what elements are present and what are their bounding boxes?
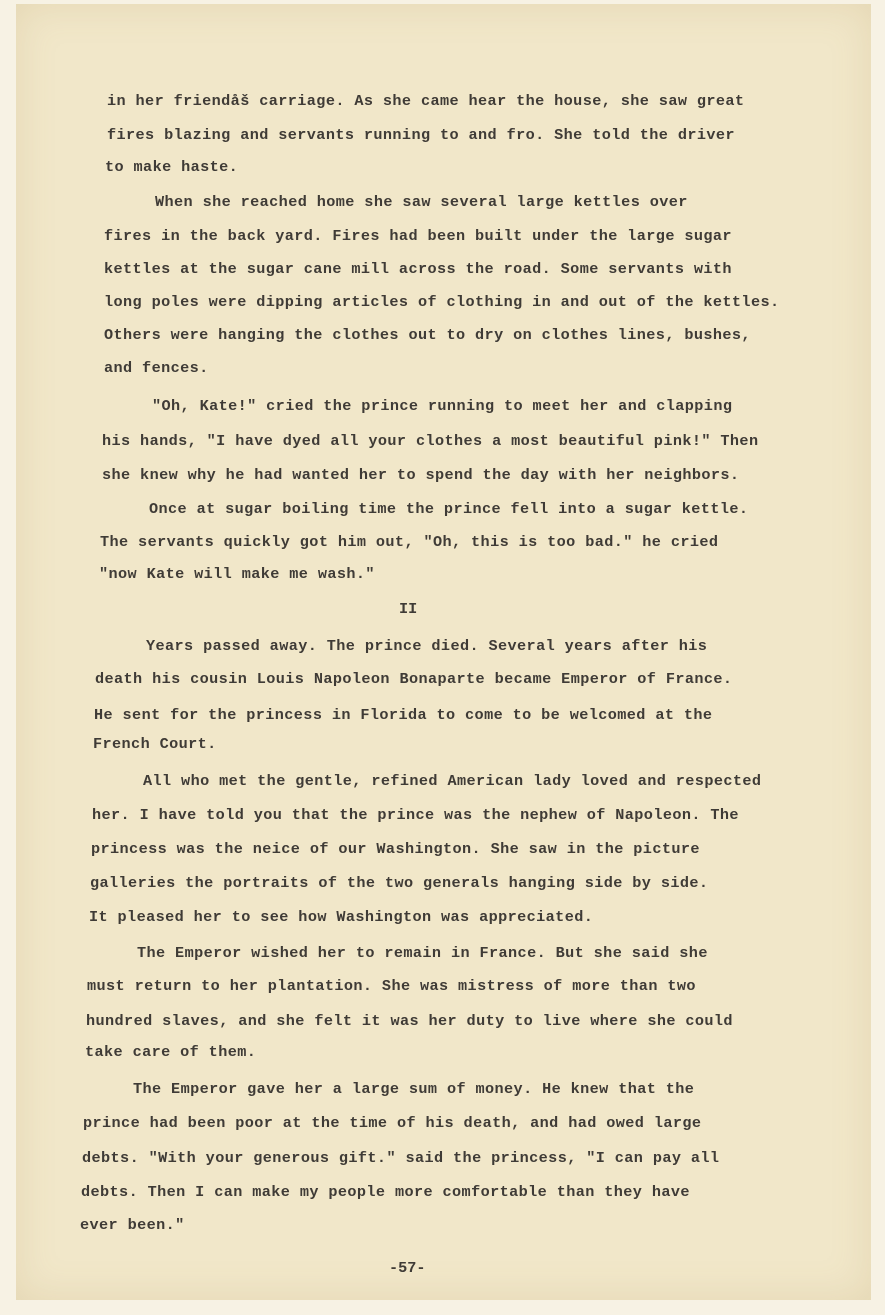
text-line: debts. Then I can make my people more comfortable than they have [81, 1183, 690, 1201]
text-line: galleries the portraits of the two generals hanging side by side. [90, 874, 709, 892]
text-line: long poles were dipping articles of clothing in and out of the kettles. [104, 293, 780, 311]
text-line: All who met the gentle, refined American lady loved and respected [143, 772, 762, 790]
text-line: The servants quickly got him out, "Oh, this is too bad." he cried [100, 533, 719, 551]
text-line: He sent for the princess in Florida to come to be welcomed at the [94, 706, 713, 724]
text-line: The Emperor wished her to remain in France. But she said she [137, 944, 708, 962]
text-line: princess was the neice of our Washington. She saw in the picture [91, 840, 700, 858]
section-heading: II [399, 600, 418, 618]
text-line: "Oh, Kate!" cried the prince running to meet her and clapping [152, 397, 733, 415]
text-line: fires blazing and servants running to and fro. She told the driver [107, 126, 735, 144]
text-line: her. I have told you that the prince was the nephew of Napoleon. The [92, 806, 739, 824]
text-line: and fences. [104, 359, 209, 377]
text-line: death his cousin Louis Napoleon Bonaparte became Emperor of France. [95, 670, 733, 688]
text-line: to make haste. [105, 158, 239, 176]
text-line: Years passed away. The prince died. Several years after his [146, 637, 708, 655]
text-line: take care of them. [85, 1043, 257, 1061]
text-line: "now Kate will make me wash." [99, 565, 375, 583]
text-line: The Emperor gave her a large sum of money. He knew that the [133, 1080, 695, 1098]
text-line: she knew why he had wanted her to spend the day with her neighbors. [102, 466, 740, 484]
text-line: fires in the back yard. Fires had been built under the large sugar [104, 227, 732, 245]
text-line: When she reached home she saw several large kettles over [155, 193, 688, 211]
text-line: kettles at the sugar cane mill across the road. Some servants with [104, 260, 732, 278]
text-line: Once at sugar boiling time the prince fell into a sugar kettle. [149, 500, 749, 518]
text-line: ever been." [80, 1216, 185, 1234]
text-line: debts. "With your generous gift." said the princess, "I can pay all [82, 1149, 720, 1167]
text-line: hundred slaves, and she felt it was her duty to live where she could [86, 1012, 733, 1030]
text-line: French Court. [93, 735, 217, 753]
text-line: prince had been poor at the time of his death, and had owed large [83, 1114, 702, 1132]
text-line: in her friendåš carriage. As she came hear the house, she saw great [107, 92, 745, 110]
text-line: his hands, "I have dyed all your clothes a most beautiful pink!" Then [102, 432, 759, 450]
text-line: It pleased her to see how Washington was appreciated. [89, 908, 594, 926]
text-line: Others were hanging the clothes out to dry on clothes lines, bushes, [104, 326, 751, 344]
text-line: must return to her plantation. She was mistress of more than two [87, 977, 696, 995]
page-number: -57- [389, 1259, 426, 1277]
